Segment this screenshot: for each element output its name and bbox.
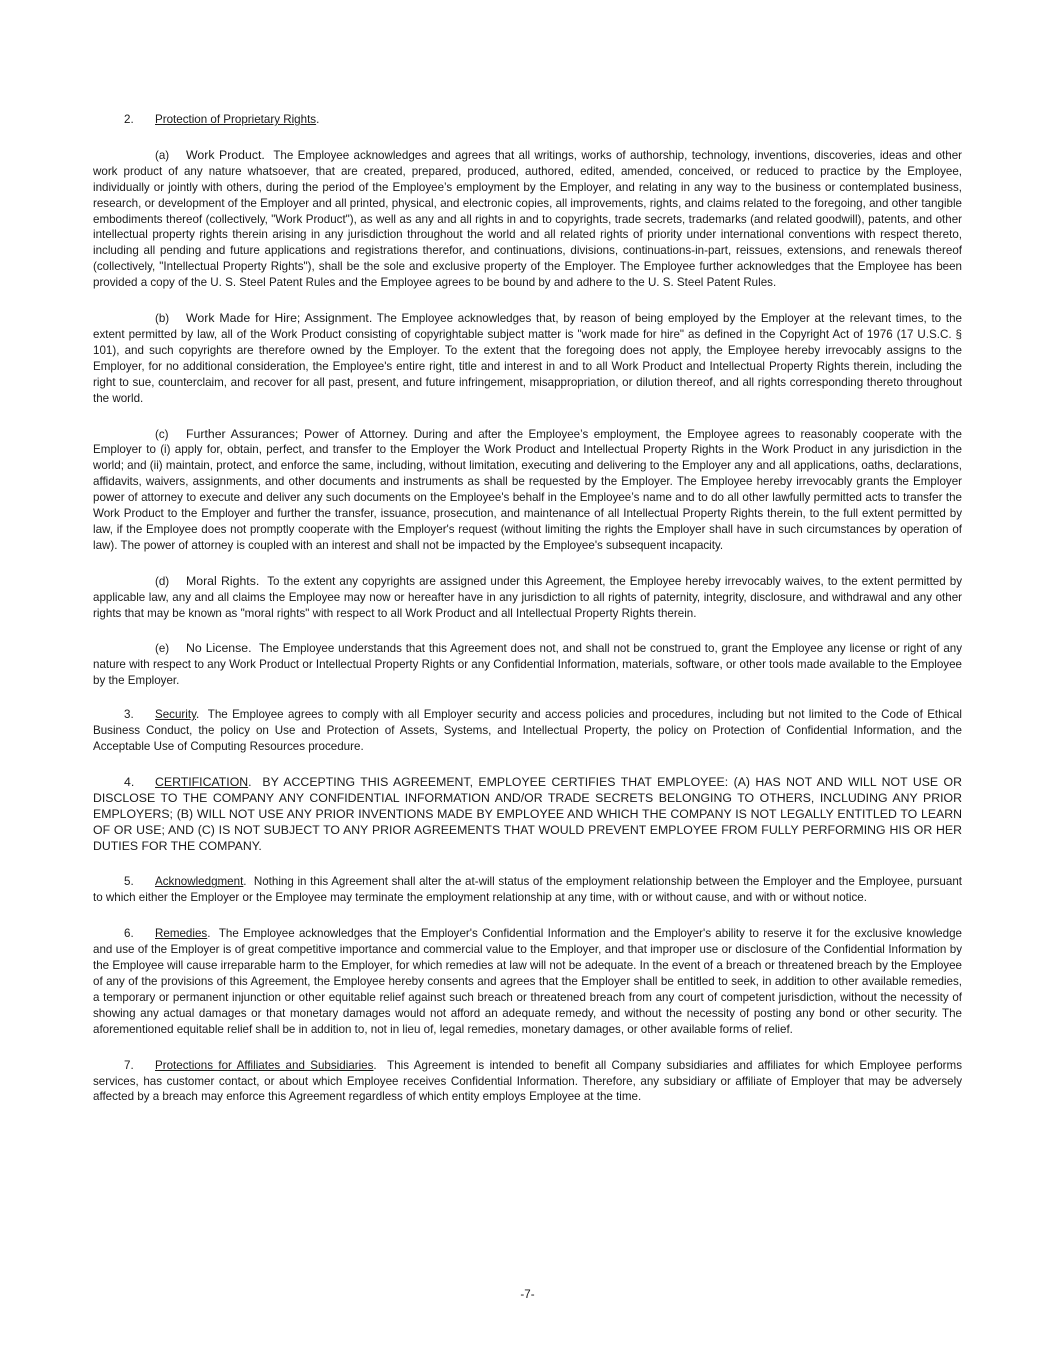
section-7-affiliates: 7. Protections for Affiliates and Subsidiaries. This Agreement is intended to benefit all Company subsidiaries and affiliates for which Employee performs services, has customer contact, or about which Employee receives Confidential Information. Therefore, any subsidiary or affiliate of Employer that may be adversely affected by a breach may enforce this Agreement regardless of which entity employs Employee at the time.: [93, 1058, 962, 1104]
subsection-d: [93, 574, 962, 622]
section-title: CERTIFICATION: [155, 774, 249, 789]
section-number: 6.: [124, 927, 134, 941]
subsection-c: [93, 427, 962, 554]
section-body: BY ACCEPTING THIS AGREEMENT, EMPLOYEE CERTIFIES THAT EMPLOYEE: (A) HAS NOT AND WILL NOT USE OR DISCLOSE TO THE COMPANY ANY CONFIDENTIAL INFORMATION AND/OR TRADE SECRETS BELONGING TO OTHERS, INCLUDING ANY PRIOR EMPLOYERS; (B) WILL NOT USE ANY PRIOR INVENTIONS MADE BY EMPLOYEE AND WHICH THE COMPANY IS NOT LEGALLY ENTITLED TO LEARN OF OR USE; AND (C) IS NOT SUBJECT TO ANY PRIOR AGREEMENTS THAT WOULD PREVENT EMPLOYEE FROM FULLY PERFORMING HIS OR HER DUTIES FOR THE COMPANY.: [93, 774, 962, 853]
section-body: The Employee agrees to comply with all Employer security and access policies and procedures, including but not limited to the Code of Ethical Business Conduct, the policy on Use and Protection of Assets, Systems, and Intellectual Property, the policy on Protection of Confidential Information, and the Acceptable Use of Computing Resources procedure.: [93, 708, 962, 753]
subsection-body: The Employee acknowledges that, by reason of being employed by the Employer at the relevant times, to the extent permitted by law, all of the Work Product consisting of copyrightable subject matter is "work made for hire" as defined in the Copyright Act of 1976 (17 U.S.C. § 101), and such copyrights are therefore owned by the Employer. To the extent that the foregoing does not apply, the Employee hereby irrevocably assigns to the Employer, for no additional consideration, the Employee's entire right, title and interest in and to all Work Product and Intellectual Property Rights therein, including the right to sue, counterclaim, and recover for all past, present, and future infringement, misappropriation, or dilution thereof, and all rights corresponding thereto throughout the world.: [93, 312, 962, 405]
section-4-certification: 4. CERTIFICATION. BY ACCEPTING THIS AGREEMENT, EMPLOYEE CERTIFIES THAT EMPLOYEE: (A) HAS NOT AND WILL NOT USE OR DISCLOSE TO THE COMPANY ANY CONFIDENTIAL INFORMATION AND/OR TRADE SECRETS BELONGING TO OTHERS, INCLUDING ANY PRIOR EMPLOYERS; (B) WILL NOT USE ANY PRIOR INVENTIONS MADE BY EMPLOYEE AND WHICH THE COMPANY IS NOT LEGALLY ENTITLED TO LEARN OF OR USE; AND (C) IS NOT SUBJECT TO ANY PRIOR AGREEMENTS THAT WOULD PREVENT EMPLOYEE FROM FULLY PERFORMING HIS OR HER DUTIES FOR THE COMPANY.: [93, 774, 962, 853]
section-3-security: 3. Security. The Employee agrees to comply with all Employer security and access policies and procedures, including but not limited to the Code of Ethical Business Conduct, the policy on Use and Protection of Assets, Systems, and Intellectual Property, the policy on Protection of Confidential Information, and the Acceptable Use of Computing Resources procedure.: [93, 708, 962, 753]
subsection-body: The Employee understands that this Agreement does not, and shall not be construed to, grant the Employee any license or right of any nature with respect to any Work Product or Intellectual Property Rights or any Confidential Information, materials, software, or other tools made available to the Employee by the Employer.: [93, 642, 963, 688]
section-6-remedies: 6. Remedies. The Employee acknowledges that the Employer's Confidential Information and the Employer's ability to reserve it for the exclusive knowledge and use of the Employer is of great competitive importance and commercial value to the Employer, and that improper use or disclosure of the Confidential Information by the Employee will cause irreparable harm to the Employer, for which remedies at law will not be adequate. In the event of a breach or threatened breach by the Employee of any of the provisions of this Agreement, the Employee hereby consents and agrees that the Employer shall be entitled to seek, in addition to other available remedies, a temporary or permanent injunction or other equitable relief against such breach or threatened breach from any court of competent jurisdiction, without the necessity of showing any actual damages or that monetary damages would not afford an adequate remedy, and without the necessity of posting any bond or other security. The aforementioned equitable relief shall be in addition to, not in lieu of, legal remedies, monetary damages, or other available forms of relief.: [93, 927, 962, 1036]
section-title: Remedies: [155, 927, 208, 941]
subsection-label: (a): [155, 148, 170, 162]
document-page: [93, 112, 962, 1125]
section-number: 3.: [124, 708, 134, 722]
subsection-title: No License.: [186, 641, 252, 656]
section-body: This Agreement is intended to benefit all Company subsidiaries and affiliates for which Employee performs services, has customer contact, or about which Employee receives Confidential Information. Therefore, any subsidiary or affiliate of Employer that may be adversely affected by a breach may enforce this Agreement regardless of which entity employs Employee at the time.: [93, 1058, 962, 1104]
subsection-a: [93, 148, 962, 291]
section-number: 7.: [124, 1058, 134, 1072]
subsection-b: [93, 311, 962, 406]
section-5-acknowledgment: 5. Acknowledgment. Nothing in this Agreement shall alter the at-will status of the employment relationship between the Employer and the Employee, pursuant to which either the Employer or the Employee may terminate the employment relationship at any time, with or without cause, and with or without notice.: [93, 875, 962, 905]
section-title: Acknowledgment: [155, 875, 244, 889]
section-2-heading: 2. Protection of Proprietary Rights.: [124, 113, 320, 126]
subsection-label: (d): [155, 574, 170, 588]
subsection-label: (e): [155, 642, 170, 656]
subsection-body: The Employee acknowledges and agrees that all writings, works of authorship, technology, inventions, discoveries, ideas and other work product of any nature whatsoever, that are created, prepared, produced, authored, edited, amended, conceived, or reduced to practice by the Employee, individually or jointly with others, during the period of the Employee’s employment by the Employer, and relating in any way to the business or contemplated business, research, or development of the Employer and all printed, physical, and electronic copies, all improvements, rights, and claims related to the foregoing, and other tangible embodiments thereof (collectively, "Work Product"), as well as any and all rights in and to copyrights, trade secrets, trademarks (and related goodwill), patents, and other intellectual property rights therein arising in any jurisdiction throughout the world and all related rights of priority under international conventions with respect thereto, including all pending and future applications and registrations therefor, and continuations, divisions, continuations-in-part, reissues, extensions, and renewals thereof (collectively, "Intellectual Property Rights"), shall be the sole and exclusive property of the Employer. The Employee further acknowledges that the Employee has been provided a copy of the U. S. Steel Patent Rules and the Employee agrees to be bound by and adhere to the U. S. Steel Patent Rules.: [93, 148, 963, 290]
section-number: 2.: [124, 113, 134, 126]
subsection-body: During and after the Employee’s employment, the Employee agrees to reasonably cooperate with the Employer to (i) apply for, obtain, perfect, and transfer to the Employer the Work Product and Intellectual Property Rights in the Work Product in any jurisdiction in the world; and (ii) maintain, protect, and enforce the same, including, without limitation, executing and delivering to the Employer any and all applications, oaths, declarations, affidavits, waivers, assignments, and other documents and instruments as shall be requested by the Employer. The Employee hereby irrevocably grants the Employer power of attorney to execute and deliver any such documents on the Employee's behalf in the Employee’s name and to do all other lawfully permitted acts to transfer the Work Product to the Employer and further the transfer, issuance, prosecution, and maintenance of all Intellectual Property Rights therein, to the full extent permitted by law, if the Employee does not promptly cooperate with the Employer's request (without limiting the rights the Employer shall have in such circumstances by operation of law). The power of attorney is coupled with an interest and shall not be impacted by the Employee's subsequent incapacity.: [93, 427, 962, 552]
subsection-title: Work Made for Hire; Assignment.: [186, 311, 373, 326]
section-title: Protections for Affiliates and Subsidiaries: [155, 1058, 374, 1072]
page-number: -7-: [520, 1288, 535, 1301]
section-title: Protection of Proprietary Rights: [155, 113, 317, 126]
section-number: 4.: [124, 774, 135, 789]
subsection-label: (c): [155, 427, 169, 441]
subsection-title: Further Assurances; Power of Attorney.: [186, 426, 409, 441]
subsection-title: Moral Rights.: [186, 573, 260, 588]
subsection-e: [93, 641, 962, 689]
section-body: Nothing in this Agreement shall alter the at-will status of the employment relationship between the Employer and the Employee, pursuant to which either the Employer or the Employee may terminate the employment relationship at any time, with or without cause, and with or without notice.: [93, 875, 962, 905]
subsection-title: Work Product.: [186, 147, 265, 162]
section-body: The Employee acknowledges that the Employer's Confidential Information and the Employer's ability to reserve it for the exclusive knowledge and use of the Employer is of great competitive importance and commercial value to the Employer, and that improper use or disclosure of the Confidential Information by the Employee will cause irreparable harm to the Employer, for which remedies at law will not be adequate. In the event of a breach or threatened breach by the Employee of any of the provisions of this Agreement, the Employee hereby consents and agrees that the Employer shall be entitled to seek, in addition to other available remedies, a temporary or permanent injunction or other equitable relief against such breach or threatened breach from any court of competent jurisdiction, without the necessity of showing any actual damages or that monetary damages would not afford an adequate remedy, and without the necessity of posting any bond or other security. The aforementioned equitable relief shall be in addition to, not in lieu of, legal remedies, monetary damages, or other available forms of relief.: [93, 927, 962, 1036]
section-title: Security: [155, 708, 197, 722]
subsection-label: (b): [155, 312, 170, 326]
subsection-body: To the extent any copyrights are assigned under this Agreement, the Employee hereby irrevocably waives, to the extent permitted by applicable law, any and all claims the Employee may now or hereafter have in any jurisdiction to all rights of paternity, integrity, disclosure, and withdrawal and any other rights that may be known as "moral rights" with respect to all Work Product and all Intellectual Property Rights therein.: [93, 574, 963, 620]
section-number: 5.: [124, 875, 134, 889]
